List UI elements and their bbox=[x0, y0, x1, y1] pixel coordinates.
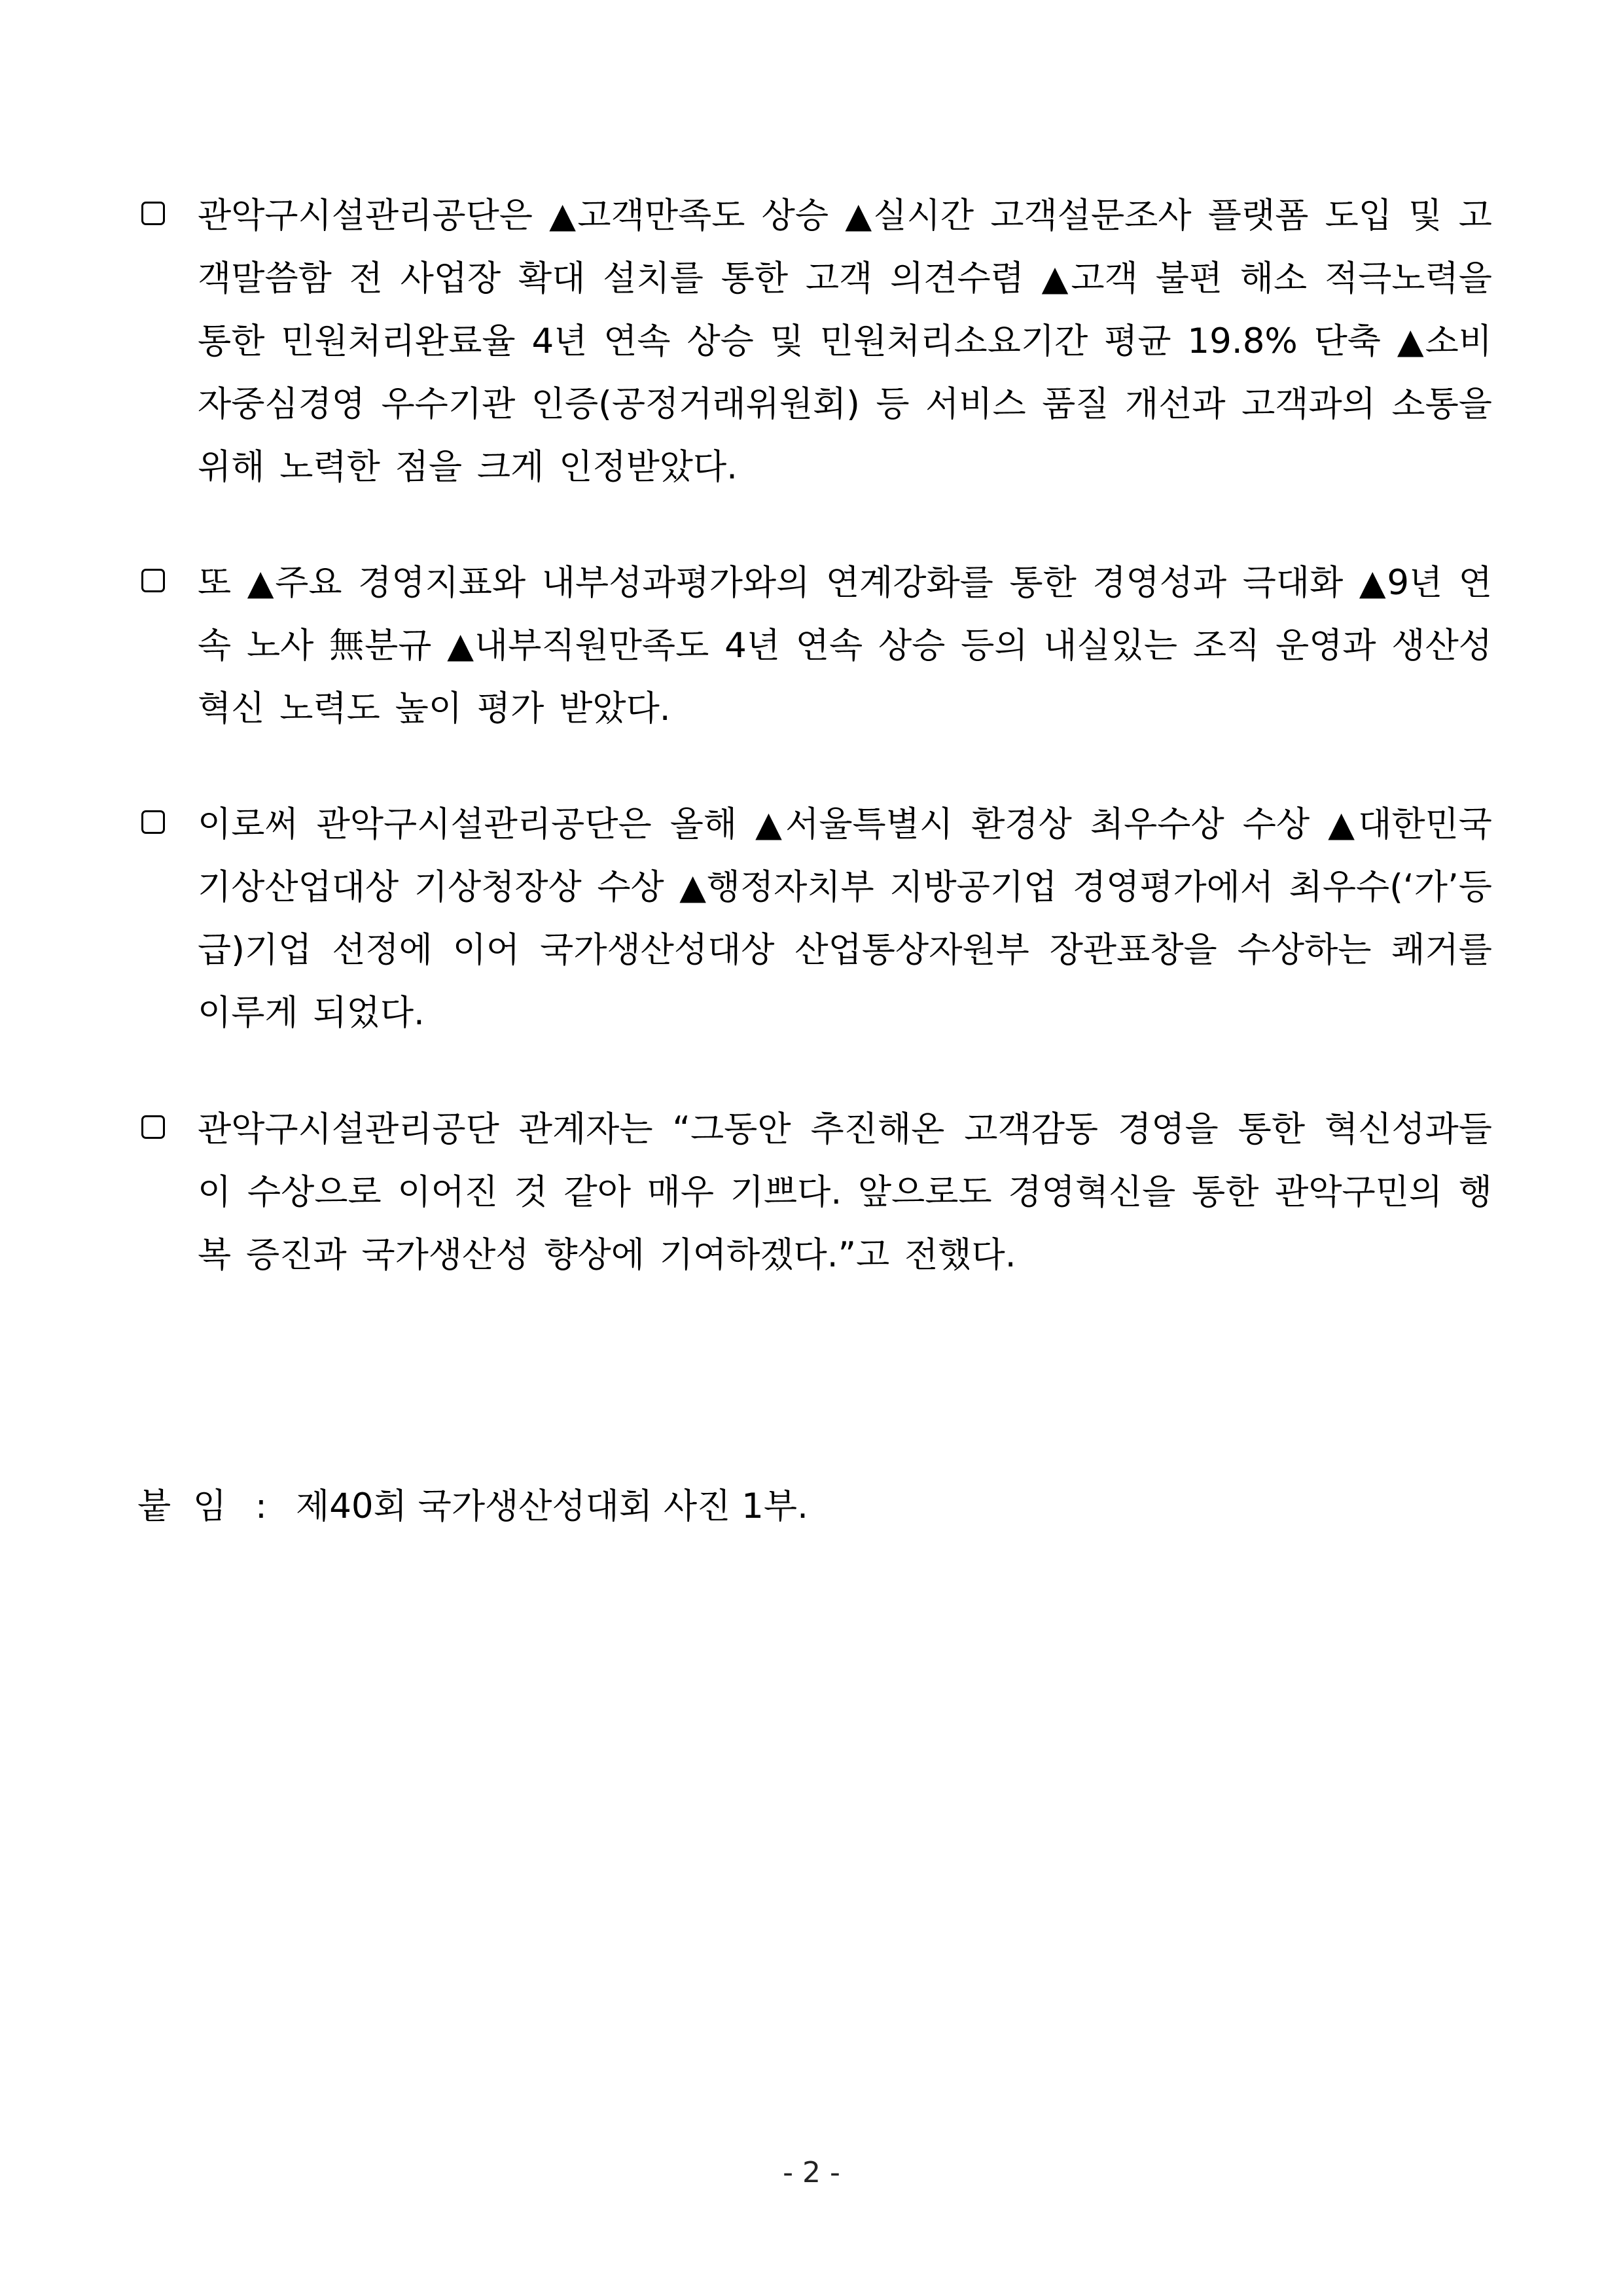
paragraph-text: 이로써 관악구시설관리공단은 올해 ▲서울특별시 환경상 최우수상 수상 ▲대한민국 기상산업대상 기상청장상 수상 ▲행정자치부 지방공기업 경영평가에서 최우수(‘가’등급)기업 선정에 이어 국가생산성대상 산업통상자원부 장관표창을 수상하는 쾌거를 이루게 되었다. bbox=[198, 804, 1492, 1033]
paragraph-awards bbox=[137, 793, 1492, 1045]
square-bullet-icon bbox=[141, 569, 165, 592]
attachment-label: 붙 임 bbox=[137, 1486, 227, 1526]
square-bullet-icon bbox=[141, 810, 165, 834]
paragraph-text: 관악구시설관리공단은 ▲고객만족도 상승 ▲실시간 고객설문조사 플랫폼 도입 및 고객말씀함 전 사업장 확대 설치를 통한 고객 의견수렴 ▲고객 불편 해소 적극노력을 통한 민원처리완료율 4년 연속 상승 및 민원처리소요기간 평균 19.8% 단축 ▲소비자중심경영 우수기관 인증(공정거래위원회) 등 서비스 품질 개선과 고객과의 소통을 위해 노력한 점을 크게 인정받았다. bbox=[198, 196, 1492, 487]
square-bullet-icon bbox=[141, 1115, 165, 1139]
attachment-text: 제40회 국가생산성대회 사진 1부. bbox=[296, 1486, 808, 1526]
paragraph-text: 관악구시설관리공단 관계자는 “그동안 추진해온 고객감동 경영을 통한 혁신성과들이 수상으로 이어진 것 같아 매우 기쁘다. 앞으로도 경영혁신을 통한 관악구민의 행복 증진과 국가생산성 향상에 기여하겠다.”고 전했다. bbox=[198, 1109, 1492, 1275]
paragraph-text: 또 ▲주요 경영지표와 내부성과평가와의 연계강화를 통한 경영성과 극대화 ▲9년 연속 노사 無분규 ▲내부직원만족도 4년 연속 상승 등의 내실있는 조직 운영과 생산성 혁신 노력도 높이 평가 받았다. bbox=[198, 563, 1492, 728]
paragraph-management-performance bbox=[137, 552, 1492, 740]
page-number: - 2 - bbox=[783, 2156, 840, 2189]
square-bullet-icon bbox=[141, 202, 165, 225]
paragraph-customer-satisfaction bbox=[137, 185, 1492, 499]
paragraph-official-quote bbox=[137, 1098, 1492, 1287]
attachment-line bbox=[137, 1475, 808, 1538]
attachment-separator: : bbox=[255, 1486, 267, 1526]
